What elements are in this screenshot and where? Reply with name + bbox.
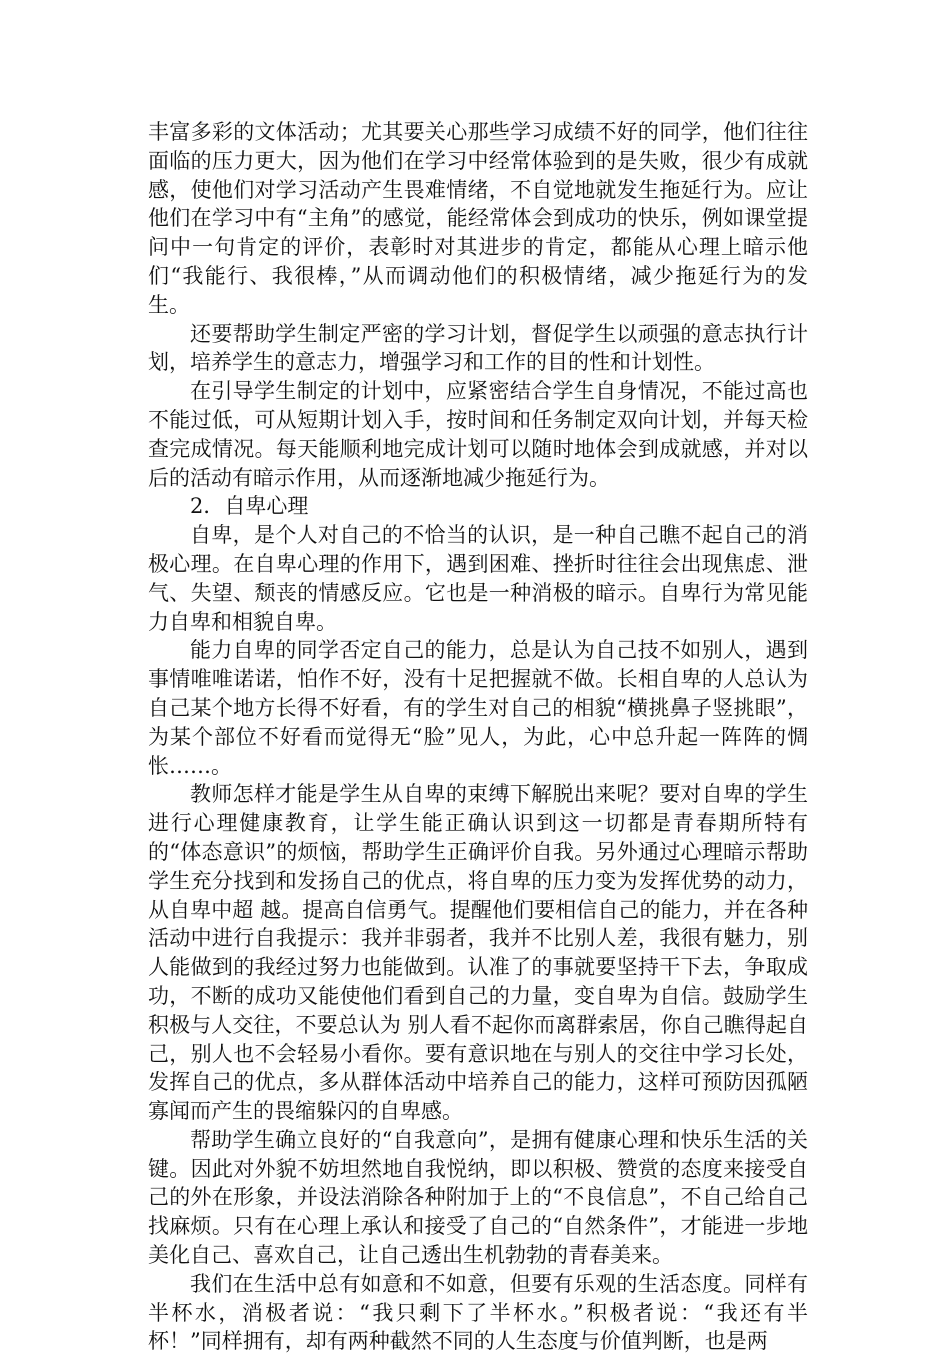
paragraph-self-image: 帮助学生确立良好的“自我意向”，是拥有健康心理和快乐生活的关键。因此对外貌不妨坦然地自我悦纳，即以积极、赞赏的态度来接受自己的外在形象，并设法消除各种附加于上的“不良信息”，不自己给自己找麻烦。只有在心理上承认和接受了自己的“自然条件”，才能进一步地美化自己、喜欢自己，让自己透出生机勃勃的青春美来。	[148, 1127, 808, 1268]
paragraph-ability-inferiority: 能力自卑的同学否定自己的能力，总是认为自己技不如别人，遇到事情唯唯诺诺，怕作不好，没有十足把握就不做。长相自卑的人总认为自己某个地方长得不好看，有的学生对自己的相貌“横挑鼻子竖挑眼”，为某个部位不好看而觉得无“脸”见人，为此，心中总升起一阵阵的惆怅……。	[148, 638, 808, 778]
paragraph-plan-guidance: 在引导学生制定的计划中，应紧密结合学生自身情况，不能过高也不能过低，可从短期计划入手，按时间和任务制定双向计划，并每天检查完成情况。每天能顺利地完成计划可以随时地体会到成就感，并对以后的活动有暗示作用，从而逐渐地减少拖延行为。	[148, 379, 808, 490]
document-body	[148, 118, 808, 1356]
paragraph-study-plan: 还要帮助学生制定严密的学习计划，督促学生以顽强的意志执行计划，培养学生的意志力，增强学习和工作的目的性和计划性。	[148, 321, 808, 375]
paragraph-inferiority-definition: 自卑，是个人对自己的不恰当的认识，是一种自己瞧不起自己的消极心理。在自卑心理的作用下，遇到困难、挫折时往往会出现焦虑、泄气、失望、颓丧的情感反应。它也是一种消极的暗示。自卑行为常见能力自卑和相貌自卑。	[148, 523, 808, 634]
section-heading: 2．自卑心理	[190, 494, 309, 519]
paragraph-continued: 丰富多彩的文体活动；尤其要关心那些学习成绩不好的同学，他们往往面临的压力更大，因为他们在学习中经常体验到的是失败，很少有成就感，使他们对学习活动产生畏难情绪，不自觉地就发生拖延行为。应让他们在学习中有“主角”的感觉，能经常体会到成功的快乐，例如课堂提问中一句肯定的评价，表彰时对其进步的肯定，都能从心理上暗示他们“我能行、我很棒，”从而调动他们的积极情绪，减少拖延行为的发生。	[148, 120, 808, 317]
paragraph-optimism: 我们在生活中总有如意和不如意，但要有乐观的生活态度。同样有半杯水，消极者说：“我只剩下了半杯水。”积极者说：“我还有半杯！”同样拥有，却有两种截然不同的人生态度与价值判断，也是两	[148, 1271, 808, 1354]
paragraph-teacher-help: 教师怎样才能是学生从自卑的束缚下解脱出来呢？要对自卑的学生进行心理健康教育，让学生能正确认识到这一切都是青春期所特有的“体态意识”的烦恼，帮助学生正确评价自我。另外通过心理暗示帮助学生充分找到和发扬自己的优点，将自卑的压力变为发挥优势的动力，从自卑中超 越。提高自信勇气。提醒他们要相信自己的能力，并在各种活动中进行自我提示：我并非弱者，我并不比别人差，我很有魅力，别人能做到的我经过努力也能做到。认准了的事就要坚持干下去，争取成功，不断的成功又能使他们看到自己的力量，变自卑为自信。鼓励学生积极与人交往，不要总认为 别人看不起你而离群索居，你自己瞧得起自己，别人也不会轻易小看你。要有意识地在与别人的交往中学习长处，发挥自己的优点，多从群体活动中培养自己的能力，这样可预防因孤陋寡闻而产生的畏缩躲闪的自卑感。	[148, 782, 808, 1124]
